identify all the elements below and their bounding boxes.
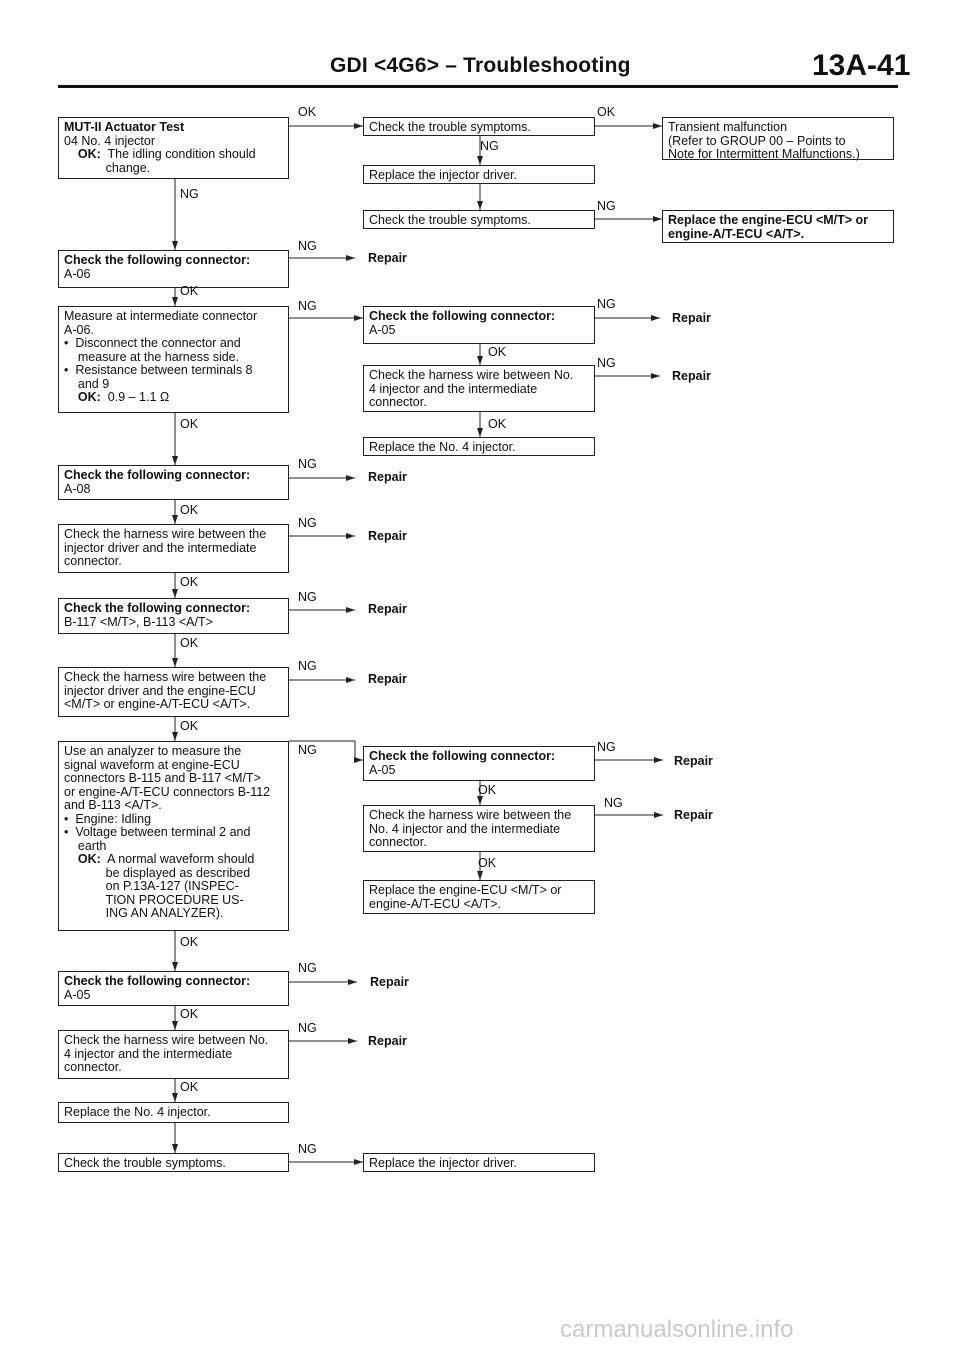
box-line: connector. [369,835,427,849]
flow-box-b22 [58,1102,289,1123]
ng-label: NG [298,1021,317,1035]
flow-box-b11 [363,437,595,456]
box-line: Check the harness wire between the [64,527,267,541]
box-line: 4 injector and the intermediate [64,1046,233,1061]
box-line: Note for Intermittent Malfunctions.) [668,147,860,161]
ng-label: NG [298,239,317,253]
ok-label: OK [488,345,507,359]
box-line: on P.13A-127 (INSPEC- [64,879,239,893]
ng-label: NG [298,457,317,471]
ok-label: OK [488,417,507,431]
box-line: Check the following connector: [64,601,251,615]
box-line: engine-A/T-ECU <A/T>. [369,896,502,911]
box-line: Replace the injector driver. [369,1156,517,1170]
box-line: Replace the injector driver. [369,168,517,182]
ng-label: NG [298,516,317,530]
arrow-head-down [172,241,178,250]
ng-label: NG [298,743,317,757]
repair-outcome: Repair [672,369,711,383]
flow-box-b24 [363,1153,595,1172]
arrow-head-right [653,216,662,222]
page-number: 13A-41 [812,49,911,82]
box-line: Check the following connector: [64,974,251,988]
arrow-head-right [348,1038,357,1044]
ng-label: NG [597,356,616,370]
arrow-head-down [477,871,483,880]
arrow-head-right [354,1159,363,1165]
ok-label: OK [478,856,497,870]
box-line: connectors B-115 and B-117 <M/T> [64,771,261,785]
box-line: Replace the engine-ECU <M/T> or [668,213,869,227]
box-line: Check the harness wire between the [64,670,267,684]
site-watermark: carmanualsonline.info [560,1316,794,1343]
ok-label: OK [180,935,199,949]
box-line: earth [64,838,107,853]
ng-label: NG [604,796,623,810]
box-line: A-06. [64,322,94,337]
arrow-head-down [172,1144,178,1153]
box-line: measure at the harness side. [64,349,240,364]
flow-box-b14 [58,598,289,634]
arrow-head-right [354,757,363,763]
ng-label: NG [597,740,616,754]
box-line: TION PROCEDURE US- [64,892,244,907]
ok-label: OK [180,503,199,517]
flow-box-b2 [363,117,595,136]
box-line: • Disconnect the connector and [64,336,241,350]
box-line: and B-113 <A/T>. [64,798,162,812]
arrow-head-down [172,962,178,971]
ok-label: OK [180,1007,199,1021]
arrow-head-right [346,607,355,613]
arrow-head-down [477,156,483,165]
box-line: 04 No. 4 injector [64,133,156,148]
arrow-head-right [354,123,363,129]
arrow-head-down [172,589,178,598]
flow-box-b10 [363,365,595,412]
box-line: A-05 [64,987,91,1002]
repair-outcome: Repair [368,672,407,686]
flow-box-b3 [662,117,894,160]
box-line: <M/T> or engine-A/T-ECU <A/T>. [64,697,251,711]
ng-label: NG [298,1142,317,1156]
box-line: B-117 <M/T>, B-113 <A/T> [64,614,213,629]
flow-box-b23 [58,1153,289,1172]
box-line: • Resistance between terminals 8 [64,363,253,377]
repair-outcome: Repair [368,251,407,265]
flow-box-b6 [662,210,894,243]
box-line: A-05 [369,762,396,777]
repair-outcome: Repair [368,602,407,616]
arrow-head-down [172,1021,178,1030]
repair-outcome: Repair [672,311,711,325]
box-line: Transient malfunction [668,120,788,134]
box-line: 4 injector and the intermediate [369,381,538,396]
box-line: A-06 [64,266,91,281]
arrow-head-down [477,428,483,437]
arrow-head-right [651,373,660,379]
arrow-head-right [354,315,363,321]
page-title: GDI <4G6> – Troubleshooting [330,54,631,77]
flow-box-b12 [58,465,289,500]
flow-box-b15 [58,667,289,717]
flow-box-b16 [58,741,289,931]
box-line: connector. [64,554,122,568]
box-line: MUT-II Actuator Test [64,120,185,134]
flow-box-b9 [363,306,595,344]
box-line: Use an analyzer to measure the [64,744,242,758]
arrow-head-down [172,658,178,667]
box-line: Check the following connector: [369,309,556,323]
arrow-head-right [346,255,355,261]
box-line: Check the following connector: [64,253,251,267]
ng-label: NG [597,297,616,311]
box-line: Check the following connector: [369,749,556,763]
repair-outcome: Repair [368,1034,407,1048]
flow-box-b19 [363,880,595,914]
ok-label: OK [180,417,199,431]
box-line: A-05 [369,322,396,337]
box-line: engine-A/T-ECU <A/T>. [668,226,805,241]
flow-box-b1 [58,117,289,179]
arrow-head-down [172,1093,178,1102]
box-line: change. [64,160,151,175]
box-line: Replace the No. 4 injector. [369,440,516,454]
arrow-head-right [346,533,355,539]
box-line: Check the following connector: [64,468,251,482]
box-line: connector. [64,1060,122,1074]
box-line: • Voltage between terminal 2 and [64,825,251,839]
repair-outcome: Repair [674,808,713,822]
flow-box-b20 [58,971,289,1006]
arrow-head-right [346,677,355,683]
box-line: (Refer to GROUP 00 – Points to [668,133,846,148]
repair-outcome: Repair [368,529,407,543]
arrow-head-right [651,315,660,321]
repair-outcome: Repair [370,975,409,989]
flow-box-b7 [58,250,289,288]
arrow-head-right [654,757,663,763]
box-line: Check the harness wire between No. [369,368,574,382]
box-line: Measure at intermediate connector [64,309,258,323]
ok-label: OK [298,105,317,119]
box-line: • Engine: Idling [64,811,152,826]
box-line: ING AN ANALYZER). [64,906,224,920]
box-line: signal waveform at engine-ECU [64,757,240,772]
flow-box-b5 [363,210,595,229]
arrow-head-right [348,979,357,985]
ng-label: NG [480,139,499,153]
flow-box-b18 [363,805,595,852]
box-line: Replace the No. 4 injector. [64,1105,211,1119]
flow-box-b21 [58,1030,289,1079]
repair-outcome: Repair [368,470,407,484]
box-line: and 9 [64,376,110,391]
box-line: connector. [369,395,427,409]
box-line: Check the harness wire between the [369,808,572,822]
ng-label: NG [298,961,317,975]
ok-label: OK [597,105,616,119]
ng-label: NG [298,590,317,604]
box-line: Check the trouble symptoms. [64,1156,226,1170]
ng-label: NG [298,299,317,313]
box-line: Check the trouble symptoms. [369,213,531,227]
box-line: be displayed as described [64,865,251,880]
arrow-head-down [477,796,483,805]
ng-label: NG [298,659,317,673]
ok-label: OK [180,636,199,650]
arrow-head-right [346,475,355,481]
ok-label: OK [180,1080,199,1094]
flow-box-b8 [58,306,289,413]
arrow-head-down [172,456,178,465]
arrow-head-down [172,515,178,524]
box-line: Check the trouble symptoms. [369,120,531,134]
arrow-head-down [172,732,178,741]
flow-box-b4 [363,165,595,184]
box-line: OK: A normal waveform should [77,852,255,866]
flow-box-b17 [363,746,595,781]
arrow-head-right [653,123,662,129]
arrow-head-down [477,201,483,210]
box-line: OK: The idling condition should [77,147,256,161]
flow-box-b13 [58,524,289,573]
ok-label: OK [478,783,497,797]
ng-label: NG [597,199,616,213]
box-line: injector driver and the engine-ECU [64,683,256,698]
ng-label: NG [180,187,199,201]
box-line: No. 4 injector and the intermediate [369,821,561,836]
box-line: Check the harness wire between No. [64,1033,269,1047]
box-line: injector driver and the intermediate [64,540,257,555]
ok-label: OK [180,719,199,733]
ok-label: OK [180,284,199,298]
arrow-head-down [172,297,178,306]
arrow-head-right [654,812,663,818]
arrow-head-down [477,356,483,365]
box-line: A-08 [64,481,91,496]
repair-outcome: Repair [674,754,713,768]
box-line: Replace the engine-ECU <M/T> or [369,883,562,897]
box-line: or engine-A/T-ECU connectors B-112 [64,784,271,799]
ok-label: OK [180,575,199,589]
box-line: OK: 0.9 – 1.1 Ω [77,390,170,404]
